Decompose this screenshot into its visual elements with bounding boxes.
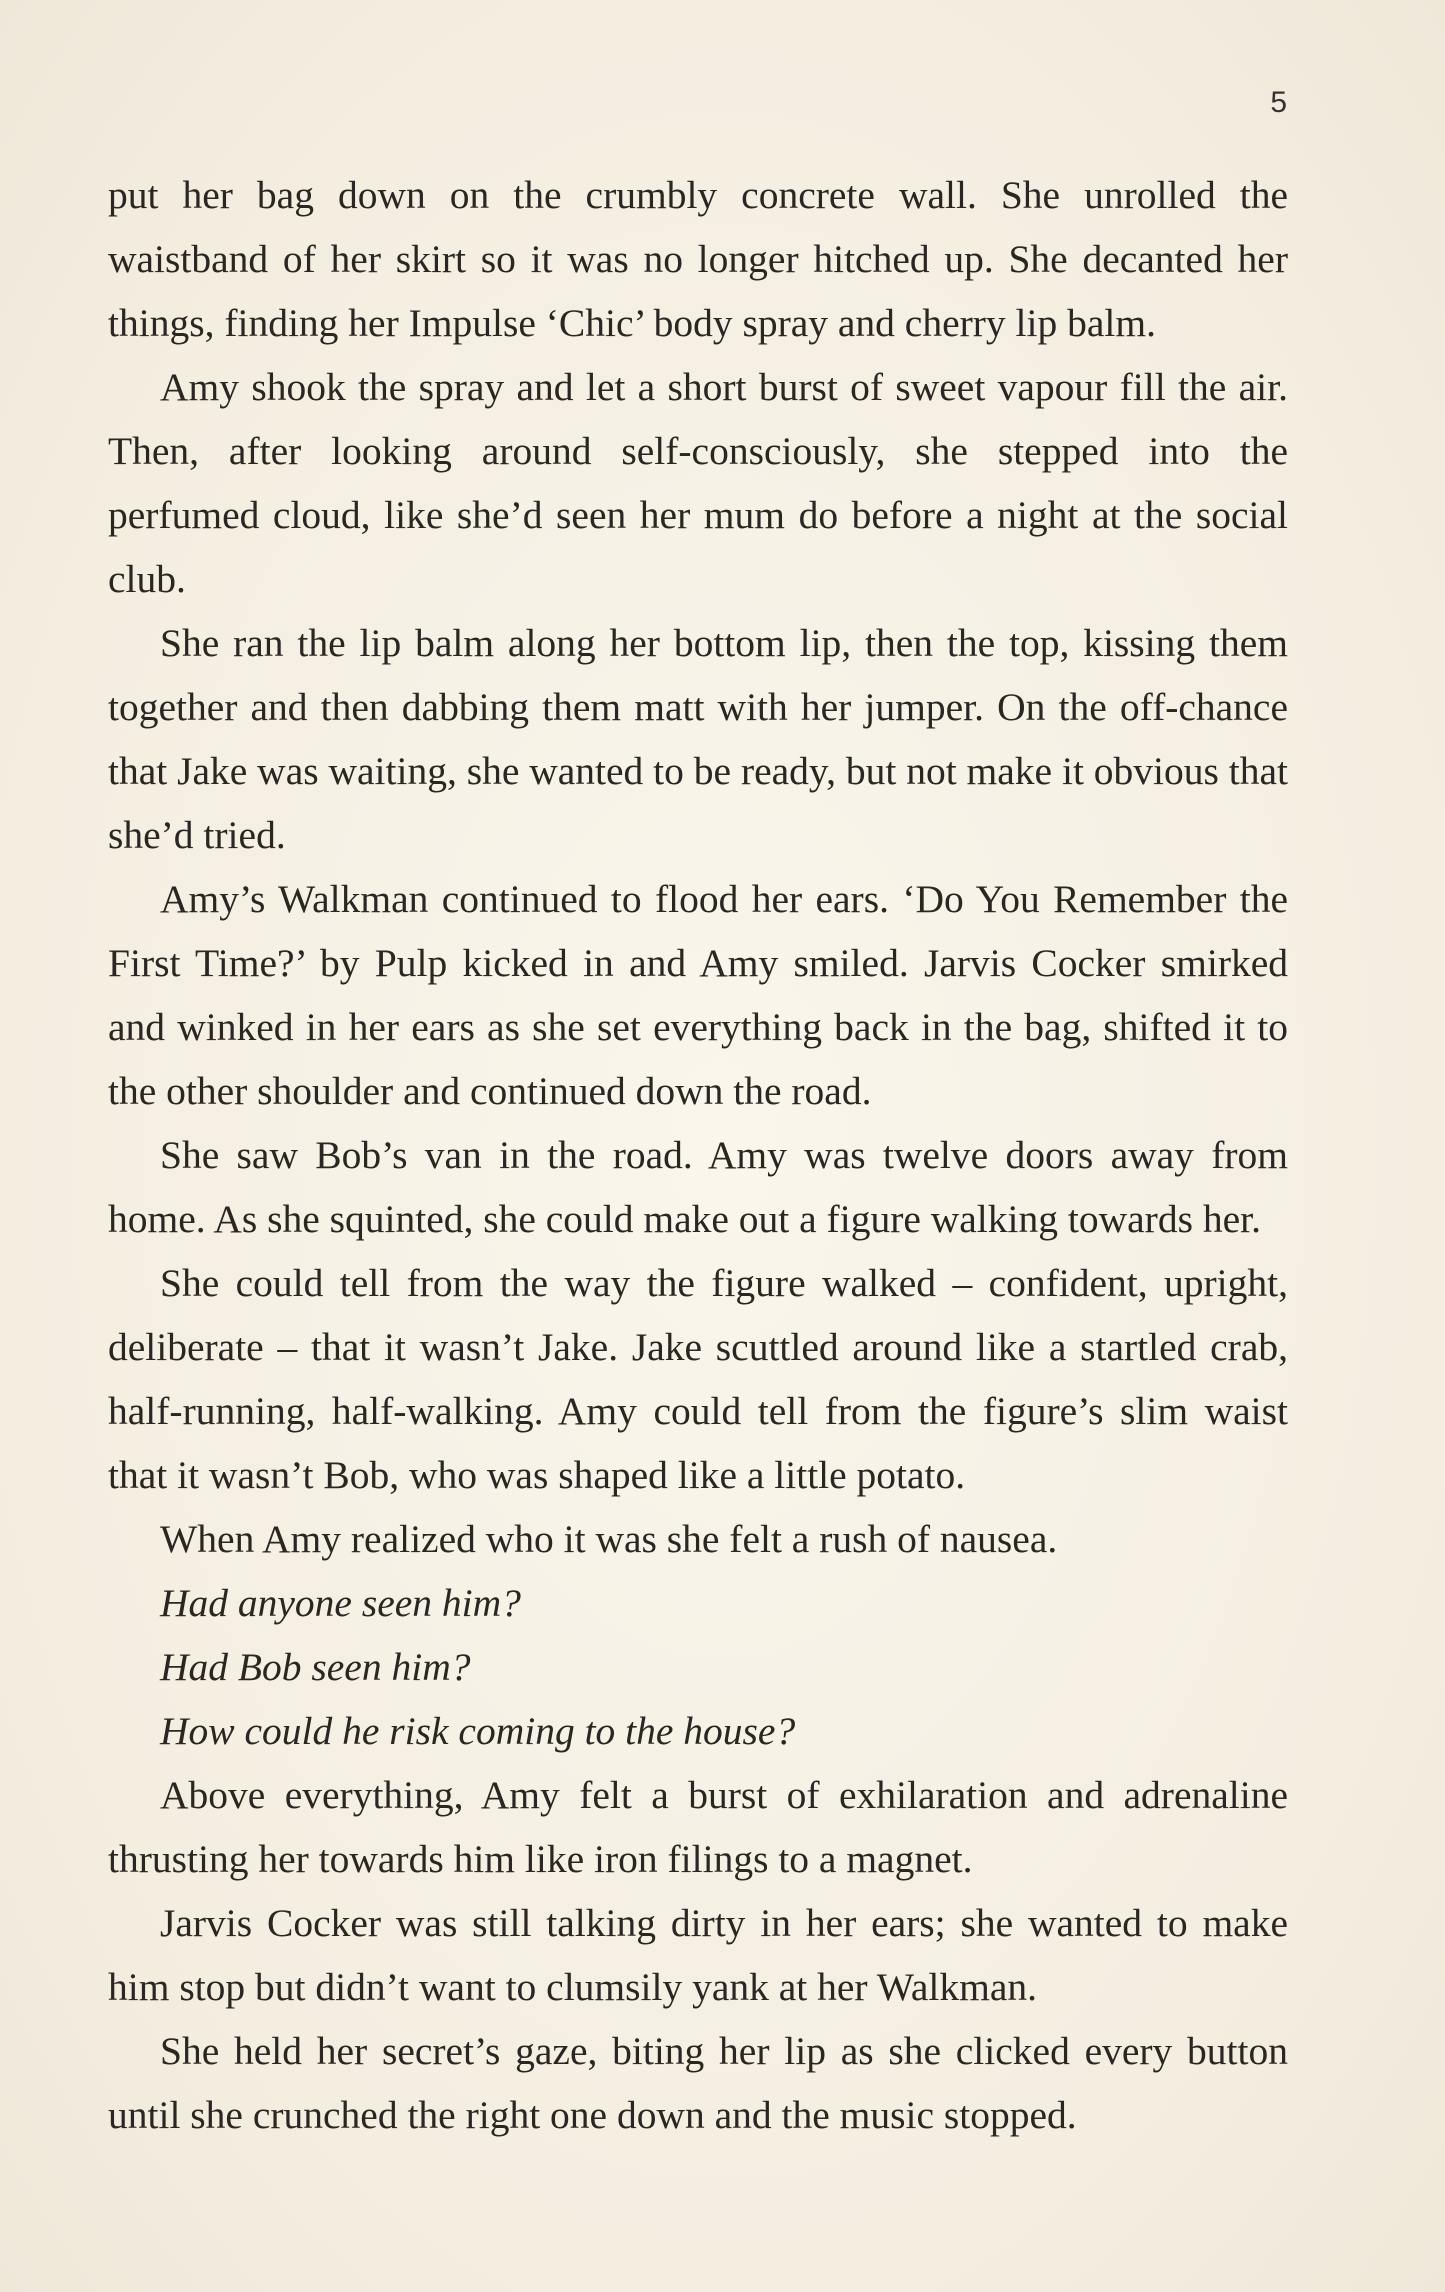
paragraph: Jarvis Cocker was still talking dirty in her ears; she wanted to make him stop but didn’t want to clumsily yank at her Walkman. bbox=[108, 1901, 1288, 2009]
body-text bbox=[108, 163, 1288, 2147]
paragraph: When Amy realized who it was she felt a rush of nausea. bbox=[160, 1517, 1058, 1561]
paragraph: Amy’s Walkman continued to flood her ears. ‘Do You Remember the First Time?’ by Pulp kicked in and Amy smiled. Jarvis Cocker smirked and winked in her ears as she set everything back in the bag, shifted it to the other shoulder and continued down the road. bbox=[108, 877, 1288, 1113]
italic-thought: How could he risk coming to the house? bbox=[160, 1709, 796, 1753]
paragraph: Amy shook the spray and let a short burst of sweet vapour fill the air. Then, after looking around self-consciously, she stepped into the perfumed cloud, like she’d seen her mum do before a night at the social club. bbox=[108, 365, 1288, 601]
paragraph: She ran the lip balm along her bottom lip, then the top, kissing them together and then dabbing them matt with her jumper. On the off-chance that Jake was waiting, she wanted to be ready, but not make it obvious that she’d tried. bbox=[108, 621, 1288, 857]
paragraph: She could tell from the way the figure walked – confident, upright, deliberate – that it wasn’t Jake. Jake scuttled around like a startled crab, half-running, half-walking. Amy could tell from the figure’s slim waist that it wasn’t Bob, who was shaped like a little potato. bbox=[108, 1261, 1288, 1497]
page-number: 5 bbox=[1270, 86, 1287, 119]
italic-thought: Had Bob seen him? bbox=[160, 1645, 471, 1689]
paragraph: She saw Bob’s van in the road. Amy was twelve doors away from home. As she squinted, she could make out a figure walking towards her. bbox=[108, 1133, 1288, 1241]
paragraph: put her bag down on the crumbly concrete wall. She unrolled the waistband of her skirt so it was no longer hitched up. She decanted her things, finding her Impulse ‘Chic’ body spray and cherry lip balm. bbox=[108, 173, 1288, 345]
italic-thought: Had anyone seen him? bbox=[160, 1581, 521, 1625]
paragraph: She held her secret’s gaze, biting her lip as she clicked every button until she crunched the right one down and the music stopped. bbox=[108, 2029, 1288, 2137]
paragraph: Above everything, Amy felt a burst of exhilaration and adrenaline thrusting her towards him like iron filings to a magnet. bbox=[108, 1773, 1288, 1881]
